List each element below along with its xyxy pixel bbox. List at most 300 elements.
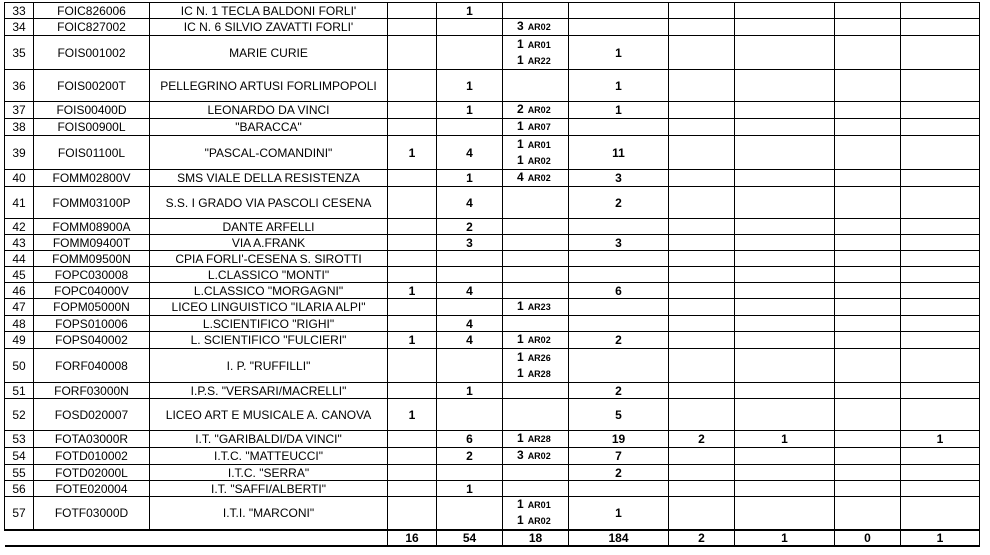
school-name: LICEO LINGUISTICO "ILARIA ALPI" xyxy=(150,299,388,316)
value-cell xyxy=(901,283,980,299)
ar-quantity: 1 xyxy=(517,152,524,167)
table-body xyxy=(5,3,980,547)
value-cell xyxy=(901,465,980,481)
schools-table xyxy=(4,2,980,547)
value-cell: 1 xyxy=(437,3,503,19)
value-cell xyxy=(901,219,980,235)
value-cell xyxy=(901,383,980,399)
ar-quantity: 1 xyxy=(517,52,524,67)
row-number: 57 xyxy=(5,497,34,531)
value-cell xyxy=(735,349,835,383)
table-row xyxy=(5,316,980,332)
ar-code: AR02 xyxy=(527,335,551,345)
value-cell: 1 xyxy=(569,102,669,119)
value-cell xyxy=(569,267,669,283)
ar-entry xyxy=(503,19,568,35)
row-number: 48 xyxy=(5,316,34,332)
ar-code: AR28 xyxy=(527,368,551,379)
value-cell xyxy=(835,299,901,316)
table-row xyxy=(5,235,980,251)
value-cell: 4 xyxy=(437,316,503,332)
ar-cell xyxy=(503,267,569,283)
ar-quantity: 3 xyxy=(517,19,524,33)
ar-cell xyxy=(503,465,569,481)
value-cell xyxy=(901,267,980,283)
value-cell xyxy=(835,136,901,170)
value-cell: 1 xyxy=(569,36,669,70)
value-cell xyxy=(388,19,437,36)
value-cell xyxy=(835,235,901,251)
value-cell: 4 xyxy=(437,283,503,299)
ar-cell xyxy=(503,251,569,267)
value-cell xyxy=(901,349,980,383)
school-name: VIA A.FRANK xyxy=(150,235,388,251)
value-cell xyxy=(569,481,669,497)
school-code: FOIS00200T xyxy=(34,70,150,102)
value-cell xyxy=(735,448,835,465)
value-cell xyxy=(835,497,901,531)
school-name: I. P. "RUFFILLI" xyxy=(150,349,388,383)
value-cell: 11 xyxy=(569,136,669,170)
value-cell xyxy=(437,349,503,383)
table-row xyxy=(5,170,980,187)
value-cell xyxy=(669,235,735,251)
total-value: 1 xyxy=(901,530,980,546)
value-cell xyxy=(388,431,437,448)
ar-entry xyxy=(503,448,568,464)
ar-cell xyxy=(503,481,569,497)
value-cell xyxy=(901,481,980,497)
ar-code: AR02 xyxy=(527,22,551,32)
value-cell: 7 xyxy=(569,448,669,465)
value-cell xyxy=(835,399,901,431)
value-cell: 19 xyxy=(569,431,669,448)
ar-code: AR01 xyxy=(527,500,551,510)
value-cell xyxy=(569,251,669,267)
school-name: I.T. "GARIBALDI/DA VINCI" xyxy=(150,431,388,448)
school-name: DANTE ARFELLI xyxy=(150,219,388,235)
value-cell xyxy=(835,349,901,383)
value-cell xyxy=(735,136,835,170)
total-value: 1 xyxy=(735,530,835,546)
table-row xyxy=(5,70,980,102)
value-cell xyxy=(835,187,901,219)
ar-cell xyxy=(503,332,569,349)
school-name: L.CLASSICO "MORGAGNI" xyxy=(150,283,388,299)
value-cell: 2 xyxy=(569,465,669,481)
value-cell xyxy=(669,299,735,316)
ar-cell xyxy=(503,349,569,383)
value-cell xyxy=(835,102,901,119)
value-cell xyxy=(437,19,503,36)
value-cell xyxy=(437,497,503,531)
value-cell xyxy=(735,383,835,399)
school-code: FOIS00900L xyxy=(34,119,150,136)
ar-quantity: 1 xyxy=(517,513,524,527)
value-cell xyxy=(569,3,669,19)
value-cell xyxy=(735,316,835,332)
value-cell xyxy=(835,481,901,497)
table-row xyxy=(5,267,980,283)
school-code: FOTF03000D xyxy=(34,497,150,531)
value-cell xyxy=(437,399,503,431)
total-value: 184 xyxy=(569,530,669,546)
total-value: 16 xyxy=(388,530,437,546)
value-cell xyxy=(835,383,901,399)
value-cell: 1 xyxy=(569,497,669,531)
value-cell xyxy=(388,3,437,19)
row-number: 37 xyxy=(5,102,34,119)
value-cell xyxy=(388,187,437,219)
table-row xyxy=(5,3,980,19)
school-code: FOMM08900A xyxy=(34,219,150,235)
school-name: I.P.S. "VERSARI/MACRELLI" xyxy=(150,383,388,399)
value-cell: 1 xyxy=(735,431,835,448)
row-number: 34 xyxy=(5,19,34,36)
school-code: FOPS040002 xyxy=(34,332,150,349)
value-cell xyxy=(835,251,901,267)
value-cell: 2 xyxy=(437,448,503,465)
row-number: 42 xyxy=(5,219,34,235)
value-cell xyxy=(669,349,735,383)
ar-entry xyxy=(503,513,568,529)
value-cell xyxy=(669,187,735,219)
ar-code: AR02 xyxy=(527,516,551,526)
ar-cell xyxy=(503,36,569,70)
ar-code: AR02 xyxy=(527,451,551,461)
value-cell xyxy=(437,119,503,136)
value-cell xyxy=(388,316,437,332)
value-cell: 1 xyxy=(388,332,437,349)
value-cell xyxy=(901,19,980,36)
value-cell: 1 xyxy=(569,70,669,102)
value-cell xyxy=(569,19,669,36)
ar-cell xyxy=(503,431,569,448)
school-code: FOIC826006 xyxy=(34,3,150,19)
value-cell xyxy=(735,399,835,431)
school-name: CPIA FORLI'-CESENA S. SIROTTI xyxy=(150,251,388,267)
value-cell xyxy=(901,251,980,267)
school-code: FOIS001002 xyxy=(34,36,150,70)
value-cell xyxy=(901,235,980,251)
value-cell: 2 xyxy=(569,332,669,349)
value-cell xyxy=(901,170,980,187)
row-number: 49 xyxy=(5,332,34,349)
value-cell: 1 xyxy=(901,431,980,448)
value-cell xyxy=(735,36,835,70)
school-code: FOIS01100L xyxy=(34,136,150,170)
value-cell xyxy=(388,170,437,187)
value-cell xyxy=(735,235,835,251)
table-row xyxy=(5,383,980,399)
value-cell xyxy=(735,3,835,19)
table-row xyxy=(5,399,980,431)
value-cell xyxy=(901,3,980,19)
value-cell xyxy=(835,316,901,332)
table-row xyxy=(5,283,980,299)
value-cell xyxy=(901,332,980,349)
ar-entry xyxy=(503,37,568,53)
value-cell xyxy=(388,267,437,283)
value-cell: 1 xyxy=(388,136,437,170)
ar-quantity: 1 xyxy=(517,431,524,445)
value-cell xyxy=(437,251,503,267)
ar-cell xyxy=(503,399,569,431)
ar-cell xyxy=(503,3,569,19)
ar-quantity: 1 xyxy=(517,36,524,51)
school-code: FOTD02000L xyxy=(34,465,150,481)
ar-quantity: 2 xyxy=(517,102,524,116)
school-name: SMS VIALE DELLA RESISTENZA xyxy=(150,170,388,187)
value-cell xyxy=(735,219,835,235)
value-cell xyxy=(735,332,835,349)
value-cell xyxy=(835,267,901,283)
table-row xyxy=(5,119,980,136)
value-cell xyxy=(669,267,735,283)
school-name: MARIE CURIE xyxy=(150,36,388,70)
value-cell xyxy=(388,251,437,267)
school-code: FORF040008 xyxy=(34,349,150,383)
value-cell xyxy=(569,219,669,235)
value-cell xyxy=(388,219,437,235)
ar-cell xyxy=(503,235,569,251)
ar-cell xyxy=(503,283,569,299)
value-cell xyxy=(569,316,669,332)
ar-cell xyxy=(503,383,569,399)
school-code: FOIC827002 xyxy=(34,19,150,36)
ar-cell xyxy=(503,19,569,36)
row-number: 33 xyxy=(5,3,34,19)
school-code: FOMM09500N xyxy=(34,251,150,267)
value-cell xyxy=(901,36,980,70)
value-cell xyxy=(835,36,901,70)
value-cell xyxy=(388,235,437,251)
school-name: L. SCIENTIFICO "FULCIERI" xyxy=(150,332,388,349)
school-code: FORF03000N xyxy=(34,383,150,399)
value-cell: 1 xyxy=(437,170,503,187)
value-cell xyxy=(835,70,901,102)
school-name: I.T. "SAFFI/ALBERTI" xyxy=(150,481,388,497)
row-number: 51 xyxy=(5,383,34,399)
row-number: 39 xyxy=(5,136,34,170)
school-name: LICEO ART E MUSICALE A. CANOVA xyxy=(150,399,388,431)
value-cell: 3 xyxy=(437,235,503,251)
ar-code: AR02 xyxy=(527,173,551,183)
value-cell: 5 xyxy=(569,399,669,431)
value-cell xyxy=(735,481,835,497)
table-row xyxy=(5,332,980,349)
value-cell xyxy=(835,465,901,481)
value-cell xyxy=(735,19,835,36)
ar-entry xyxy=(503,431,568,447)
value-cell: 2 xyxy=(669,431,735,448)
ar-cell xyxy=(503,102,569,119)
school-code: FOPC030008 xyxy=(34,267,150,283)
totals-row xyxy=(5,530,980,546)
row-number: 53 xyxy=(5,431,34,448)
value-cell xyxy=(901,316,980,332)
value-cell xyxy=(901,497,980,531)
ar-quantity: 3 xyxy=(517,448,524,462)
school-name: I.T.C. "MATTEUCCI" xyxy=(150,448,388,465)
ar-entry xyxy=(503,102,568,118)
row-number: 50 xyxy=(5,349,34,383)
ar-entry xyxy=(503,119,568,135)
value-cell: 1 xyxy=(437,102,503,119)
value-cell: 2 xyxy=(569,383,669,399)
school-code: FOPC04000V xyxy=(34,283,150,299)
ar-quantity: 1 xyxy=(517,136,524,151)
row-number: 43 xyxy=(5,235,34,251)
ar-cell xyxy=(503,119,569,136)
ar-entry xyxy=(503,170,568,186)
ar-entry xyxy=(503,53,568,69)
school-code: FOTE020004 xyxy=(34,481,150,497)
value-cell xyxy=(388,448,437,465)
value-cell xyxy=(569,119,669,136)
value-cell xyxy=(835,283,901,299)
value-cell: 4 xyxy=(437,187,503,219)
table-row xyxy=(5,481,980,497)
total-value: 54 xyxy=(437,530,503,546)
table-row xyxy=(5,187,980,219)
ar-entry xyxy=(503,299,568,315)
value-cell xyxy=(735,267,835,283)
ar-cell xyxy=(503,219,569,235)
school-code: FOMM09400T xyxy=(34,235,150,251)
row-number: 54 xyxy=(5,448,34,465)
value-cell xyxy=(901,136,980,170)
school-name: LEONARDO DA VINCI xyxy=(150,102,388,119)
ar-quantity: 1 xyxy=(517,299,524,313)
value-cell xyxy=(569,299,669,316)
value-cell xyxy=(735,283,835,299)
ar-quantity: 1 xyxy=(517,497,524,511)
value-cell xyxy=(901,448,980,465)
value-cell xyxy=(669,448,735,465)
school-code: FOTD010002 xyxy=(34,448,150,465)
value-cell xyxy=(388,119,437,136)
value-cell xyxy=(835,19,901,36)
value-cell: 1 xyxy=(437,383,503,399)
value-cell xyxy=(437,267,503,283)
value-cell xyxy=(735,299,835,316)
school-name: IC N. 6 SILVIO ZAVATTI FORLI' xyxy=(150,19,388,36)
ar-quantity: 1 xyxy=(517,349,524,364)
row-number: 38 xyxy=(5,119,34,136)
ar-code: AR28 xyxy=(527,434,551,444)
table-row xyxy=(5,465,980,481)
total-value: 0 xyxy=(835,530,901,546)
row-number: 52 xyxy=(5,399,34,431)
school-name: "PASCAL-COMANDINI" xyxy=(150,136,388,170)
value-cell xyxy=(669,399,735,431)
value-cell xyxy=(669,497,735,531)
value-cell: 4 xyxy=(437,136,503,170)
value-cell xyxy=(735,70,835,102)
school-code: FOMM03100P xyxy=(34,187,150,219)
value-cell: 4 xyxy=(437,332,503,349)
value-cell xyxy=(669,316,735,332)
ar-cell xyxy=(503,136,569,170)
value-cell xyxy=(388,102,437,119)
value-cell xyxy=(835,448,901,465)
value-cell: 6 xyxy=(569,283,669,299)
ar-entry xyxy=(503,153,568,169)
ar-entry xyxy=(503,366,568,382)
ar-code: AR02 xyxy=(527,105,551,115)
value-cell xyxy=(669,283,735,299)
row-number: 56 xyxy=(5,481,34,497)
ar-code: AR07 xyxy=(527,122,551,132)
ar-cell xyxy=(503,170,569,187)
table-row xyxy=(5,299,980,316)
table-row xyxy=(5,36,980,70)
value-cell xyxy=(669,70,735,102)
value-cell xyxy=(437,465,503,481)
value-cell xyxy=(835,431,901,448)
value-cell xyxy=(835,119,901,136)
school-code: FOTA03000R xyxy=(34,431,150,448)
row-number: 45 xyxy=(5,267,34,283)
ar-cell xyxy=(503,299,569,316)
ar-quantity: 1 xyxy=(517,332,524,346)
school-name: I.T.I. "MARCONI" xyxy=(150,497,388,531)
school-name: IC N. 1 TECLA BALDONI FORLI' xyxy=(150,3,388,19)
value-cell xyxy=(669,3,735,19)
value-cell xyxy=(388,70,437,102)
ar-quantity: 1 xyxy=(517,365,524,380)
ar-code: AR01 xyxy=(527,39,551,50)
ar-code: AR22 xyxy=(527,55,551,66)
value-cell xyxy=(388,383,437,399)
total-value: 18 xyxy=(503,530,569,546)
value-cell xyxy=(735,251,835,267)
school-code: FOSD020007 xyxy=(34,399,150,431)
value-cell xyxy=(388,349,437,383)
value-cell xyxy=(669,170,735,187)
ar-code: AR01 xyxy=(527,139,551,150)
ar-code: AR02 xyxy=(527,155,551,166)
value-cell xyxy=(835,3,901,19)
school-name: PELLEGRINO ARTUSI FORLIMPOPOLI xyxy=(150,70,388,102)
value-cell xyxy=(669,36,735,70)
value-cell: 3 xyxy=(569,235,669,251)
value-cell xyxy=(669,19,735,36)
table-row xyxy=(5,19,980,36)
school-code: FOPM05000N xyxy=(34,299,150,316)
value-cell xyxy=(735,170,835,187)
value-cell xyxy=(388,36,437,70)
value-cell: 1 xyxy=(437,481,503,497)
table-row xyxy=(5,136,980,170)
value-cell: 6 xyxy=(437,431,503,448)
value-cell xyxy=(735,102,835,119)
value-cell xyxy=(388,497,437,531)
value-cell xyxy=(669,383,735,399)
ar-cell xyxy=(503,316,569,332)
value-cell xyxy=(901,102,980,119)
value-cell xyxy=(388,299,437,316)
ar-cell xyxy=(503,448,569,465)
ar-cell xyxy=(503,70,569,102)
value-cell xyxy=(901,399,980,431)
value-cell xyxy=(835,219,901,235)
ar-quantity: 4 xyxy=(517,170,524,184)
value-cell xyxy=(437,36,503,70)
school-code: FOIS00400D xyxy=(34,102,150,119)
ar-entry xyxy=(503,350,568,366)
